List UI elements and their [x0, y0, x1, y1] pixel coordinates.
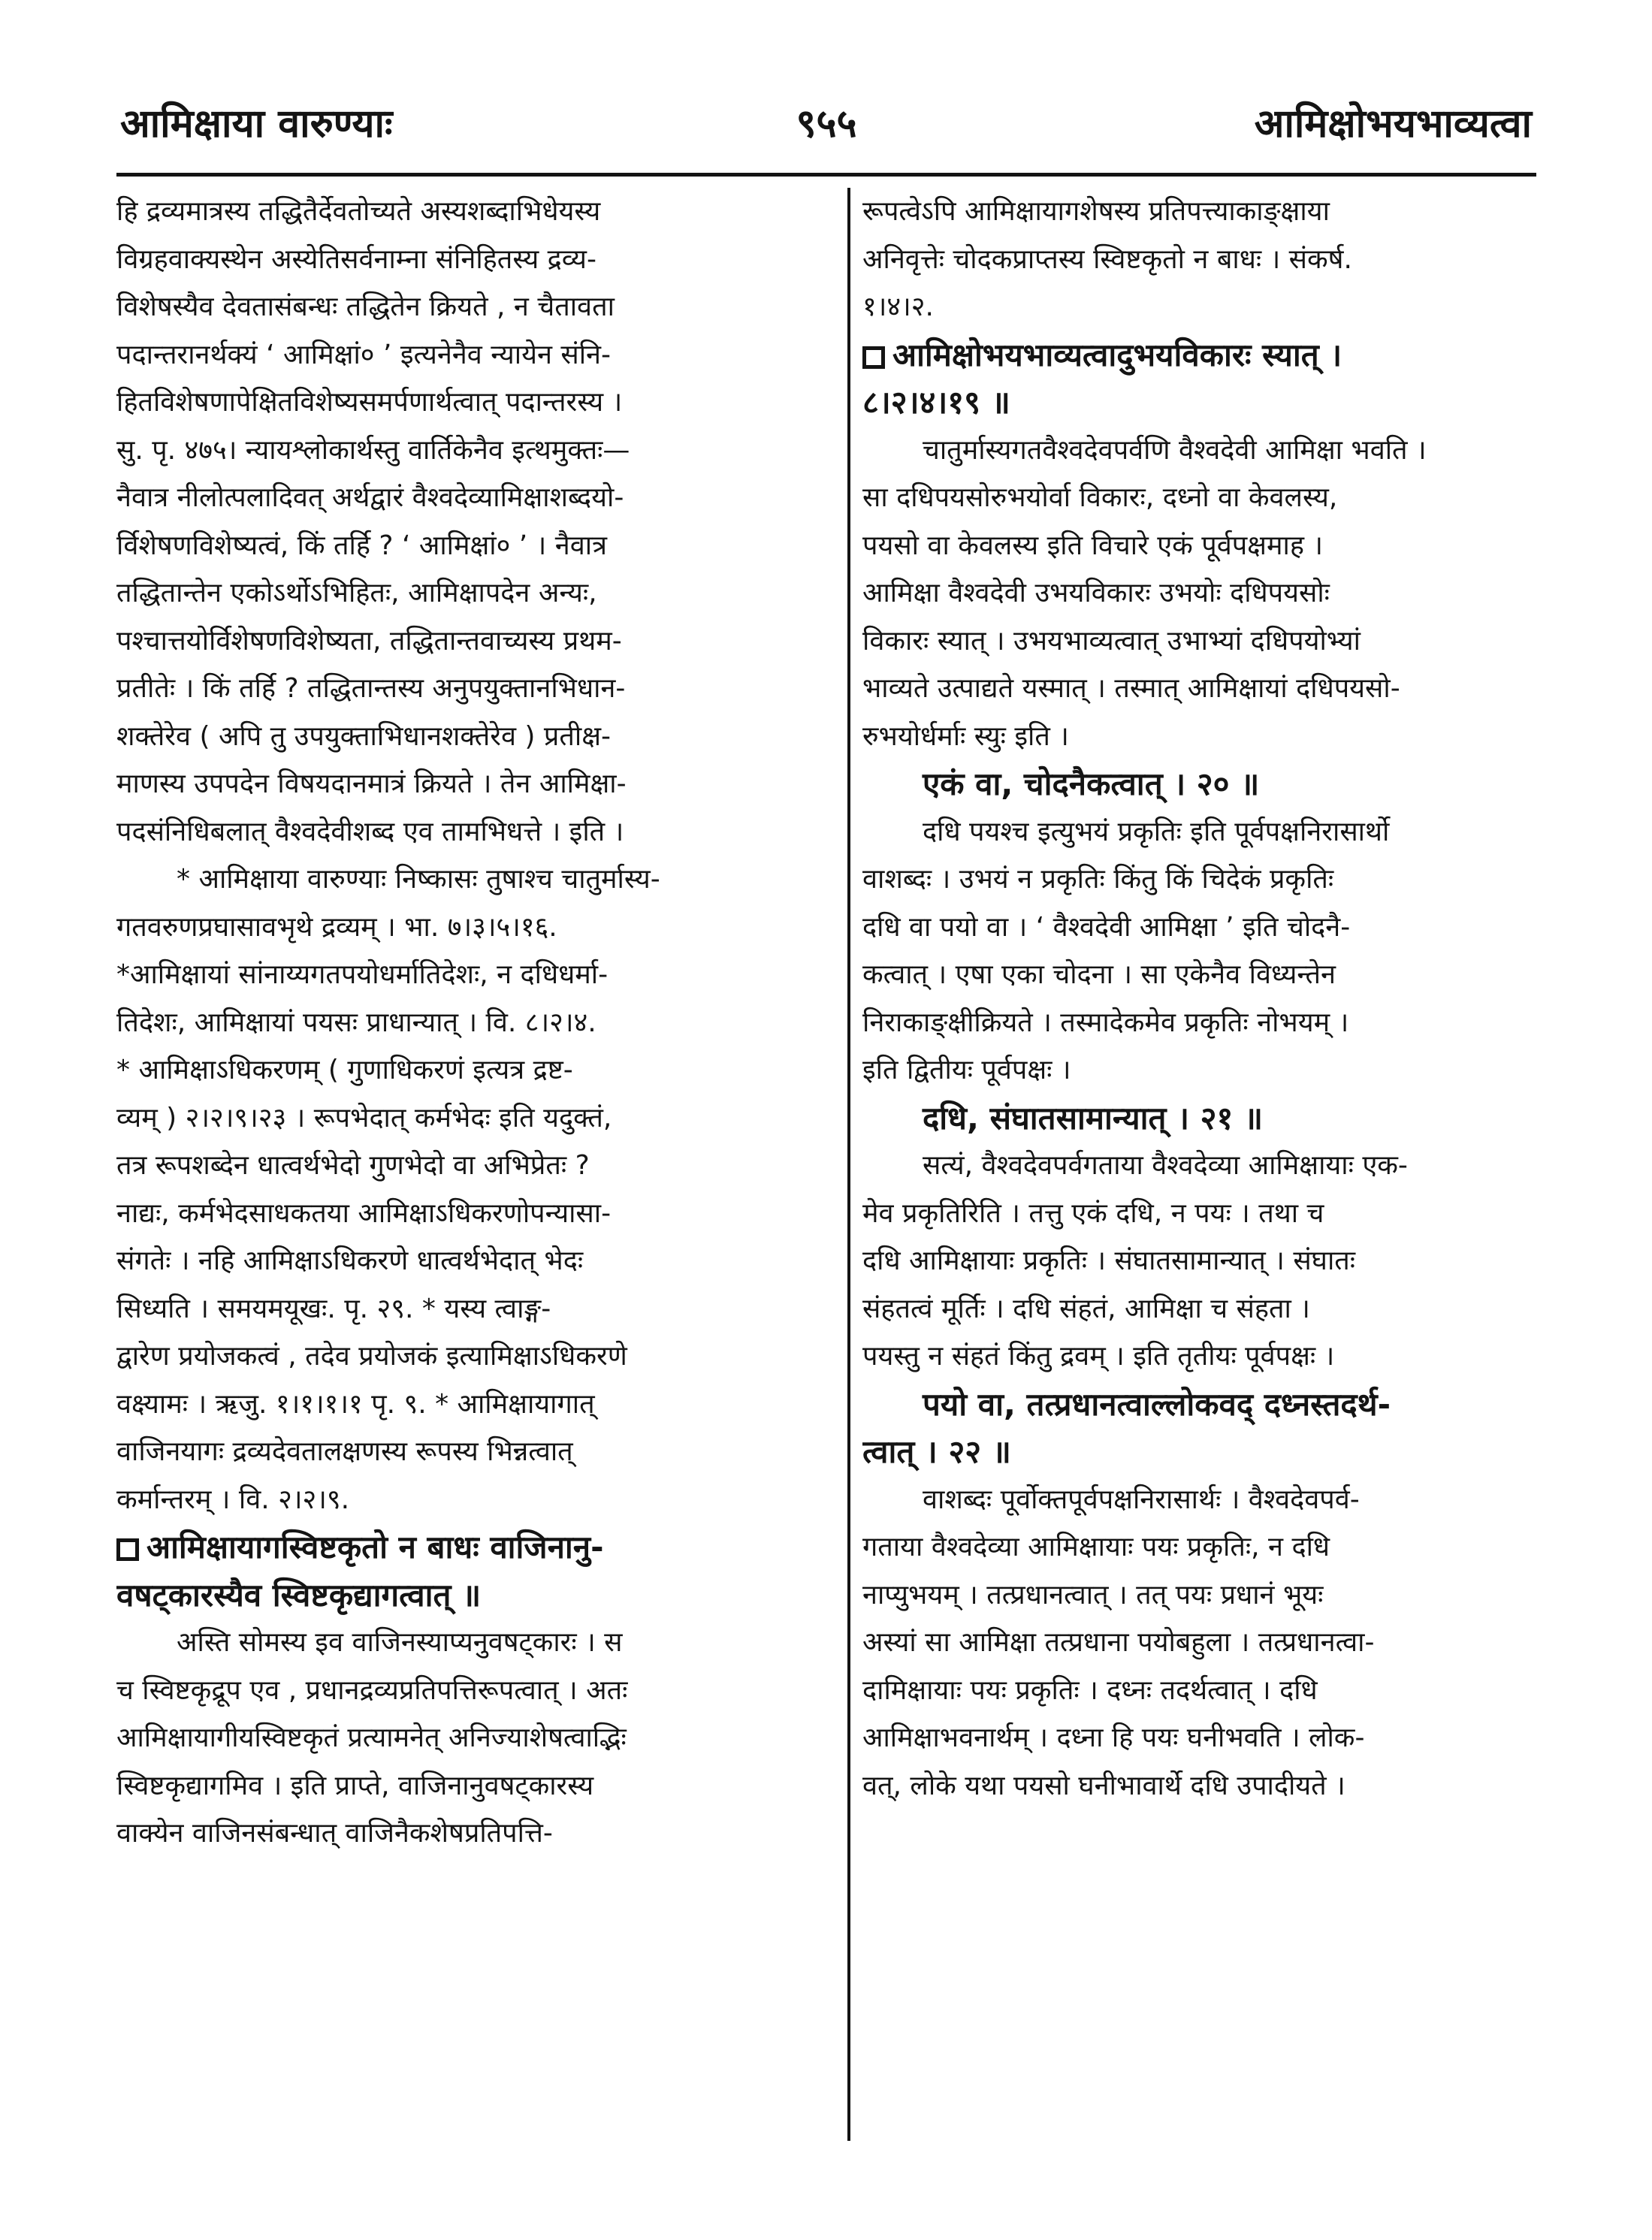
line-text: मेव प्रकृतिरिति । तत्तु एकं दधि, न पयः । तथा च [862, 1197, 1324, 1229]
text-line [116, 904, 834, 952]
line-text: आमिक्षोभयभाव्यत्वादुभयविकारः स्यात् । [892, 336, 1342, 373]
text-line [862, 1285, 1539, 1333]
text-line [862, 1190, 1539, 1238]
sutra-line [862, 379, 1539, 427]
line-text: चातुर्मास्यगतवैश्वदेवपर्वणि वैश्वदेवी आमिक्षा भवति । [923, 434, 1427, 466]
line-text: प्रतीतेः । किं तर्हि ? तद्धितान्तस्य अनुपयुक्तानभिधान- [116, 673, 626, 704]
line-text: * आमिक्षाया वारुण्याः निष्कासः तुषाश्च चातुर्मास्य- [177, 864, 660, 895]
line-text: १।४।२. [862, 291, 934, 322]
text-line [116, 999, 834, 1047]
text-line [116, 1428, 834, 1476]
text-line [862, 1237, 1539, 1285]
text-line [862, 617, 1539, 666]
line-text: वाशब्दः पूर्वोक्तपूर्वपक्षनिरासार्थः । वैश्वदेवपर्व- [923, 1484, 1360, 1515]
text-line [862, 188, 1539, 236]
line-text: भाव्यते उत्पाद्यते यस्मात् । तस्मात् आमिक्षायां दधिपयसो- [862, 673, 1400, 704]
line-text: अनिवृत्तेः चोदकप्राप्तस्य स्विष्टकृतो न बाधः । संकर्ष. [862, 243, 1352, 275]
line-text: तद्धितान्तेन एकोऽर्थोऽभिहितः, आमिक्षापदेन अन्यः, [116, 578, 597, 608]
text-line [862, 283, 1539, 331]
line-text: विग्रहवाक्यस्थेन अस्येतिसर्वनाम्ना संनिहितस्य द्रव्य- [116, 243, 596, 275]
sutra-line [862, 760, 1539, 808]
text-line [862, 522, 1539, 570]
line-text: पश्चात्तयोर्विशेषणविशेष्यता, तद्धितान्तवाच्यस्य प्रथम- [116, 625, 622, 657]
line-text: पयस्तु न संहतं किंतु द्रवम् । इति तृतीयः पूर्वपक्षः । [862, 1341, 1335, 1372]
line-text: पयसो वा केवलस्य इति विचारे एकं पूर्वपक्षमाह । [862, 530, 1324, 561]
text-line [116, 1046, 834, 1094]
line-text: निराकाङ्क्षीक्रियते । तस्मादेकमेव प्रकृतिः नोभयम् । [862, 1007, 1349, 1038]
text-line [116, 1381, 834, 1429]
line-text: दधि, संघातसामान्यात् । २१ ॥ [923, 1099, 1264, 1137]
sutra-line [116, 1571, 834, 1620]
line-text: र्विशेषणविशेष्यत्वं, किं तर्हि ? ‘ आमिक्षां० ’ । नैवात्र [116, 530, 607, 561]
line-text: शक्तेरेव ( अपि तु उपयुक्ताभिधानशक्तेरेव ) प्रतीक्ष- [116, 720, 612, 752]
line-text: सा दधिपयसोरुभयोर्वा विकारः, दध्नो वा केवलस्य, [862, 482, 1338, 513]
line-text: दामिक्षायाः पयः प्रकृतिः । दध्नः तदर्थत्वात् । दधि [862, 1674, 1318, 1706]
text-line [116, 1190, 834, 1238]
text-line [862, 474, 1539, 522]
line-text: दधि आमिक्षायाः प्रकृतिः । संघातसामान्यात् । संघातः [862, 1245, 1356, 1276]
text-line [862, 569, 1539, 617]
text-line [116, 1142, 834, 1190]
line-text: सिध्यति । समयमयूखः. पृ. २९. * यस्य त्वाङ्ग- [116, 1293, 551, 1324]
text-line [862, 904, 1539, 952]
line-text: वाशब्दः । उभयं न प्रकृतिः किंतु किं चिदेकं प्रकृतिः [862, 864, 1334, 895]
page-number: ९५५ [796, 101, 857, 146]
text-line [116, 713, 834, 761]
sutra-line [116, 1523, 834, 1571]
line-text: माणस्य उपपदेन विषयदानमात्रं क्रियते । तेन आमिक्षा- [116, 768, 627, 799]
line-text: एकं वा, चोदनैकत्वात् । २० ॥ [923, 765, 1260, 802]
left-column [116, 188, 834, 2156]
sutra-line [862, 1094, 1539, 1143]
sutra-line [862, 331, 1539, 379]
text-line [862, 665, 1539, 713]
line-text: * आमिक्षाऽधिकरणम् ( गुणाधिकरणं इत्यत्र द्रष्ट- [116, 1055, 573, 1085]
sutra-line [862, 1428, 1539, 1476]
line-text: वक्ष्यामः । ऋजु. १।१।१।१ पृ. ९. * आमिक्षायागात् [116, 1388, 595, 1420]
line-text: व्यम् ) २।२।९।२३ । रूपभेदात् कर्मभेदः इति यदुक्तं, [116, 1102, 612, 1134]
line-text: आमिक्षायागस्विष्टकृतो न बाधः वाजिनानु- [146, 1529, 604, 1565]
sutra-line [862, 1381, 1539, 1429]
line-text: सु. पृ. ४७५। न्यायश्लोकार्थस्तु वार्तिकेनैव इत्थमुक्तः— [116, 434, 630, 466]
line-text: द्वारेण प्रयोजकत्वं , तदेव प्रयोजकं इत्यामिक्षाऽधिकरणे [116, 1341, 627, 1372]
text-line [862, 808, 1539, 856]
text-line [116, 1476, 834, 1524]
line-text: इति द्वितीयः पूर्वपक्षः । [862, 1055, 1071, 1085]
line-text: नाद्यः, कर्मभेदसाधकतया आमिक्षाऽधिकरणोपन्यासा- [116, 1197, 612, 1229]
text-line [116, 760, 834, 808]
line-text: तत्र रूपशब्देन धात्वर्थभेदो गुणभेदो वा अभिप्रेतः ? [116, 1150, 590, 1181]
line-text: वषट्कारस्यैव स्विष्टकृद्यागत्वात् ॥ [116, 1576, 482, 1614]
line-text: हितविशेषणापेक्षितविशेष्यसमर्पणार्थत्वात् पदान्तरस्य । [116, 387, 623, 418]
text-line [116, 331, 834, 379]
text-line [116, 617, 834, 666]
sutra-marker-icon [116, 1538, 139, 1561]
text-line [116, 1619, 834, 1667]
running-head-left: आमिक्षाया वारुण्याः [120, 101, 393, 146]
line-text: सत्यं, वैश्वदेवपर्वगताया वैश्वदेव्या आमिक्षायाः एक- [923, 1150, 1408, 1181]
text-line [116, 1285, 834, 1333]
line-text: अस्ति सोमस्य इव वाजिनस्याप्यनुवषट्कारः । स [177, 1627, 623, 1658]
text-line [116, 569, 834, 617]
line-text: आमिक्षाभवनार्थम् । दध्ना हि पयः घनीभवति । लोक- [862, 1722, 1365, 1753]
text-line [862, 999, 1539, 1047]
text-line [116, 1333, 834, 1381]
line-text: पदसंनिधिबलात् वैश्वदेवीशब्द एव तामभिधत्ते । इति । [116, 816, 624, 847]
text-line [862, 1523, 1539, 1571]
text-line [116, 522, 834, 570]
text-line [862, 1762, 1539, 1810]
line-text: वाजिनयागः द्रव्यदेवतालक्षणस्य रूपस्य भिन्नत्वात् [116, 1436, 573, 1467]
line-text: कर्मान्तरम् । वि. २।२।९. [116, 1484, 350, 1515]
line-text: गतवरुणप्रघासावभृथे द्रव्यम् । भा. ७।३।५।१६. [116, 911, 557, 943]
line-text: रुभयोर्धर्माः स्युः इति । [862, 720, 1069, 752]
text-line [116, 808, 834, 856]
text-line [862, 236, 1539, 284]
line-text: च स्विष्टकृद्रूप एव , प्रधानद्रव्यप्रतिपत्तिरूपत्वात् । अतः [116, 1674, 628, 1706]
line-text: वाक्येन वाजिनसंबन्धात् वाजिनैकशेषप्रतिपत्ति- [116, 1818, 553, 1849]
text-line [862, 1046, 1539, 1094]
line-text: आमिक्षा वैश्वदेवी उभयविकारः उभयोः दधिपयसोः [862, 578, 1330, 608]
text-line [116, 1810, 834, 1858]
line-text: त्वात् । २२ ॥ [862, 1433, 1011, 1470]
line-text: पदान्तरानर्थक्यं ‘ आमिक्षां० ’ इत्यनेनैव न्यायेन संनि- [116, 339, 612, 370]
text-line [116, 1237, 834, 1285]
line-text: अस्यां सा आमिक्षा तत्प्रधाना पयोबहुला । तत्प्रधानत्वा- [862, 1627, 1375, 1658]
text-line [116, 1762, 834, 1810]
line-text: विकारः स्यात् । उभयभाव्यत्वात् उभाभ्यां दधिपयोभ्यां [862, 625, 1361, 657]
text-line [116, 427, 834, 475]
text-line [862, 951, 1539, 999]
text-line [116, 188, 834, 236]
line-text: स्विष्टकृद्यागमिव । इति प्राप्ते, वाजिनानुवषट्कारस्य [116, 1770, 594, 1801]
text-line [116, 1094, 834, 1143]
line-text: संगतेः । नहि आमिक्षाऽधिकरणे धात्वर्थभेदात् भेदः [116, 1245, 584, 1276]
line-text: हि द्रव्यमात्रस्य तद्धितैर्देवतोच्यते अस्यशब्दाभिधेयस्य [116, 196, 601, 227]
line-text: ८।२।४।१९ ॥ [862, 384, 1010, 421]
line-text: दधि वा पयो वा । ‘ वैश्वदेवी आमिक्षा ’ इति चोदनै- [862, 911, 1351, 943]
text-line [116, 236, 834, 284]
line-text: कत्वात् । एषा एका चोदना । सा एकेनैव विध्यन्तेन [862, 959, 1336, 990]
text-line [862, 1476, 1539, 1524]
running-head-right: आमिक्षोभयभाव्यत्वा [1254, 101, 1532, 146]
text-line [116, 379, 834, 427]
text-line [116, 665, 834, 713]
text-line [116, 856, 834, 904]
text-line [862, 1333, 1539, 1381]
line-text: विशेषस्यैव देवतासंबन्धः तद्धितेन क्रियते , न चैतावता [116, 291, 615, 322]
header-rule [116, 173, 1536, 177]
line-text: आमिक्षायागीयस्विष्टकृतं प्रत्यामनेत् अनिज्याशेषत्वाद्भिः [116, 1722, 627, 1753]
line-text: तिदेशः, आमिक्षायां पयसः प्राधान्यात् । वि. ८।२।४. [116, 1007, 596, 1038]
text-line [862, 427, 1539, 475]
text-line [862, 1667, 1539, 1715]
line-text: गताया वैश्वदेव्या आमिक्षायाः पयः प्रकृतिः, न दधि [862, 1532, 1330, 1562]
text-line [862, 1714, 1539, 1762]
text-line [116, 951, 834, 999]
line-text: वत्, लोके यथा पयसो घनीभावार्थे दधि उपादीयते । [862, 1770, 1345, 1801]
text-line [862, 1142, 1539, 1190]
text-line [862, 856, 1539, 904]
line-text: नैवात्र नीलोत्पलादिवत् अर्थद्वारं वैश्वदेव्यामिक्षाशब्दयो- [116, 482, 624, 513]
text-line [862, 1571, 1539, 1620]
text-line [862, 1619, 1539, 1667]
line-text: संहतत्वं मूर्तिः । दधि संहतं, आमिक्षा च संहता । [862, 1293, 1310, 1324]
column-divider [847, 188, 850, 2141]
text-line [116, 283, 834, 331]
sutra-marker-icon [862, 346, 885, 369]
line-text: पयो वा, तत्प्रधानत्वाल्लोकवद् दध्नस्तदर्थ- [923, 1385, 1391, 1423]
line-text: रूपत्वेऽपि आमिक्षायागशेषस्य प्रतिपत्त्याकाङ्क्षाया [862, 196, 1330, 227]
line-text: *आमिक्षायां सांनाय्यगतपयोधर्मातिदेशः, न दधिधर्मा- [116, 959, 609, 990]
line-text: दधि पयश्च इत्युभयं प्रकृतिः इति पूर्वपक्षनिरासार्थो [923, 816, 1390, 847]
text-line [862, 713, 1539, 761]
line-text: नाप्युभयम् । तत्प्रधानत्वात् । तत् पयः प्रधानं भूयः [862, 1579, 1324, 1611]
text-line [116, 1667, 834, 1715]
text-line [116, 1714, 834, 1762]
text-line [116, 474, 834, 522]
right-column [862, 188, 1539, 2156]
